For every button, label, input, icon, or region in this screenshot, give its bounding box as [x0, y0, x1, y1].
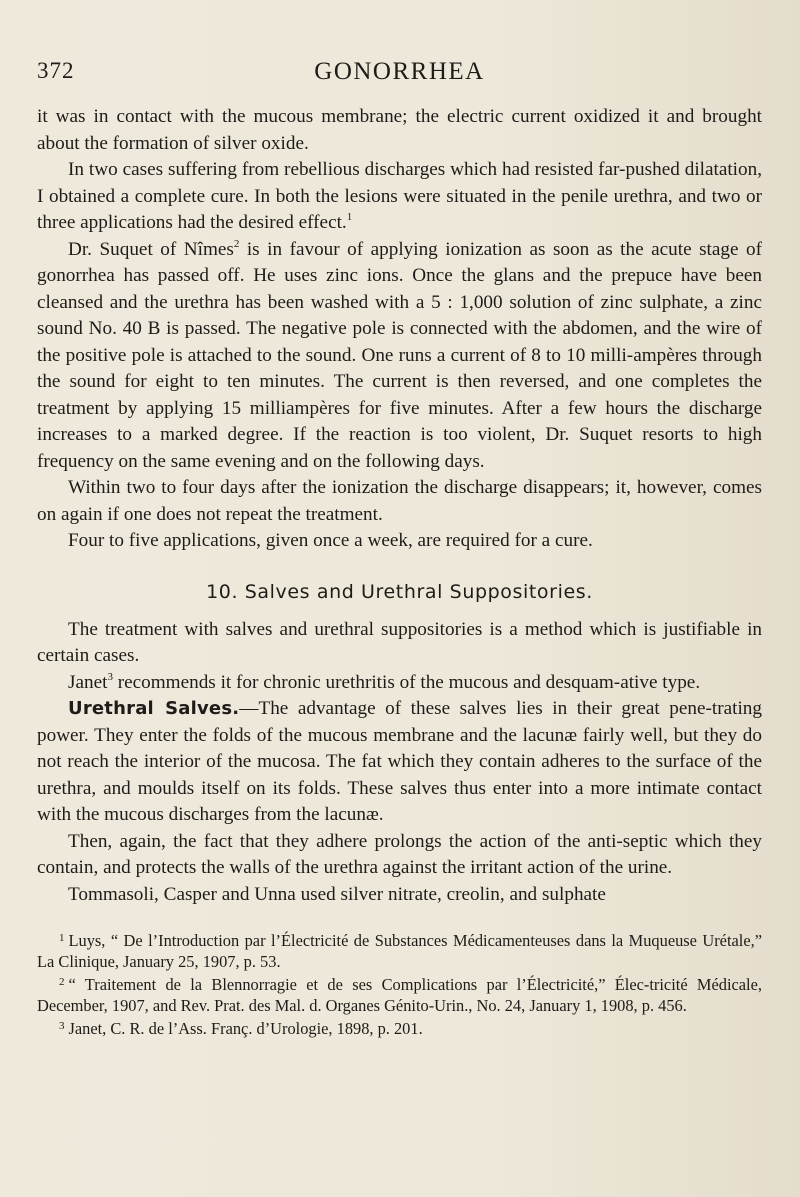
running-title: GONORRHEA [314, 58, 485, 85]
footnote [37, 972, 762, 1016]
paragraph [37, 617, 762, 670]
footnote-text: Janet, C. R. de l’Ass. Franç. d’Urologie, 1898, p. 201. [68, 1019, 423, 1038]
run-in-heading: Urethral Salves. [68, 698, 240, 719]
footnote-text: “ Traitement de la Blennorragie et de ses Complications par l’Électricité,” Élec-tricité Médicale, December, 1907, and Rev. Prat. des Mal. d. Organes Génito-Urin., No. 24, January 1, 1908, p. 456. [37, 975, 762, 1015]
section-heading: 10. Salves and Urethral Suppositories. [206, 580, 593, 603]
paragraph-text: In two cases suffering from rebellious discharges which had resisted far-pushed dilatation, I obtained a complete cure. In both the lesions were situated in the penile urethra, and two or three applications had the desired effect. [37, 159, 762, 233]
paragraph [37, 696, 762, 829]
footnote-ref: 3 [107, 670, 113, 683]
paragraph-text: recommends it for chronic urethritis of the mucous and desquam-ative type. [112, 671, 701, 693]
paragraph-text: is in favour of applying ionization as soon as the acute stage of gonorrhea has passed off. He uses zinc ions. Once the glans and the prepuce have been cleansed and the urethra has been washed with a 5 : 1,000 solution of zinc sulphate, a zinc sound No. 40 B is passed. The negative pole is connected with the abdomen, and the wire of the positive pole is attached to the sound. One runs a current of 8 to 10 milli-ampères through the sound for eight to ten minutes. The current is then reversed, and one completes the treatment by applying 15 milliampères for five minutes. After a few hours the discharge increases to a marked degree. If the reaction is too violent, Dr. Suquet resorts to high frequency on the same evening and on the following days. [37, 238, 762, 472]
paragraph [37, 475, 762, 528]
paragraph-text: Dr. Suquet of Nîmes [68, 238, 234, 260]
footnote [37, 928, 762, 972]
footnote-ref: 2 [233, 237, 240, 250]
paragraph-text: Tommasoli, Casper and Unna used silver nitrate, creolin, and sulphate [68, 883, 606, 905]
paragraph-continued [37, 104, 762, 157]
footnote-ref: 1 [346, 211, 353, 223]
footnote-number: 3 [59, 1020, 65, 1032]
paragraph-text: The treatment with salves and urethral suppositories is a method which is justifiable in certain cases. [37, 618, 762, 666]
footnotes [37, 928, 762, 1040]
body-text [37, 104, 762, 908]
footnote-text: Luys, “ De l’Introduction par l’Électricité de Substances Médicamenteuses dans la Muqueuse Urétale,” La Clinique, January 25, 1907, p. 53. [37, 931, 762, 971]
paragraph-text: Janet [68, 671, 108, 693]
paragraph [37, 237, 762, 476]
paragraph-text: Four to five applications, given once a week, are required for a cure. [68, 530, 593, 551]
paragraph [37, 670, 762, 697]
paragraph-text: it was in contact with the mucous membrane; the electric current oxidized it and brought about the formation of silver oxide. [37, 106, 762, 154]
paragraph-text: —The advantage of these salves lies in their great pene-trating power. They enter the folds of the mucous membrane and the lacunæ fairly well, but they do not reach the interior of the mucosa. The fat which they contain adheres to the surface of the urethra, and moulds itself on its folds. These salves thus enter into a more intimate contact with the mucous discharges from the lacunæ. [37, 698, 762, 825]
running-head [37, 58, 762, 98]
paragraph-text: Within two to four days after the ionization the discharge disappears; it, however, comes on again if one does not repeat the treatment. [37, 477, 762, 525]
paragraph-text: Then, again, the fact that they adhere prolongs the action of the anti-septic which they contain, and protects the walls of the urethra against the irritant action of the urine. [37, 830, 762, 878]
paragraph [37, 528, 762, 555]
paragraph [37, 882, 762, 909]
footnote-number: 2 [59, 976, 65, 988]
paragraph [37, 157, 762, 237]
page-number: 372 [37, 58, 75, 83]
footnote-number: 1 [59, 932, 65, 944]
footnote [37, 1016, 762, 1040]
paragraph [37, 829, 762, 882]
